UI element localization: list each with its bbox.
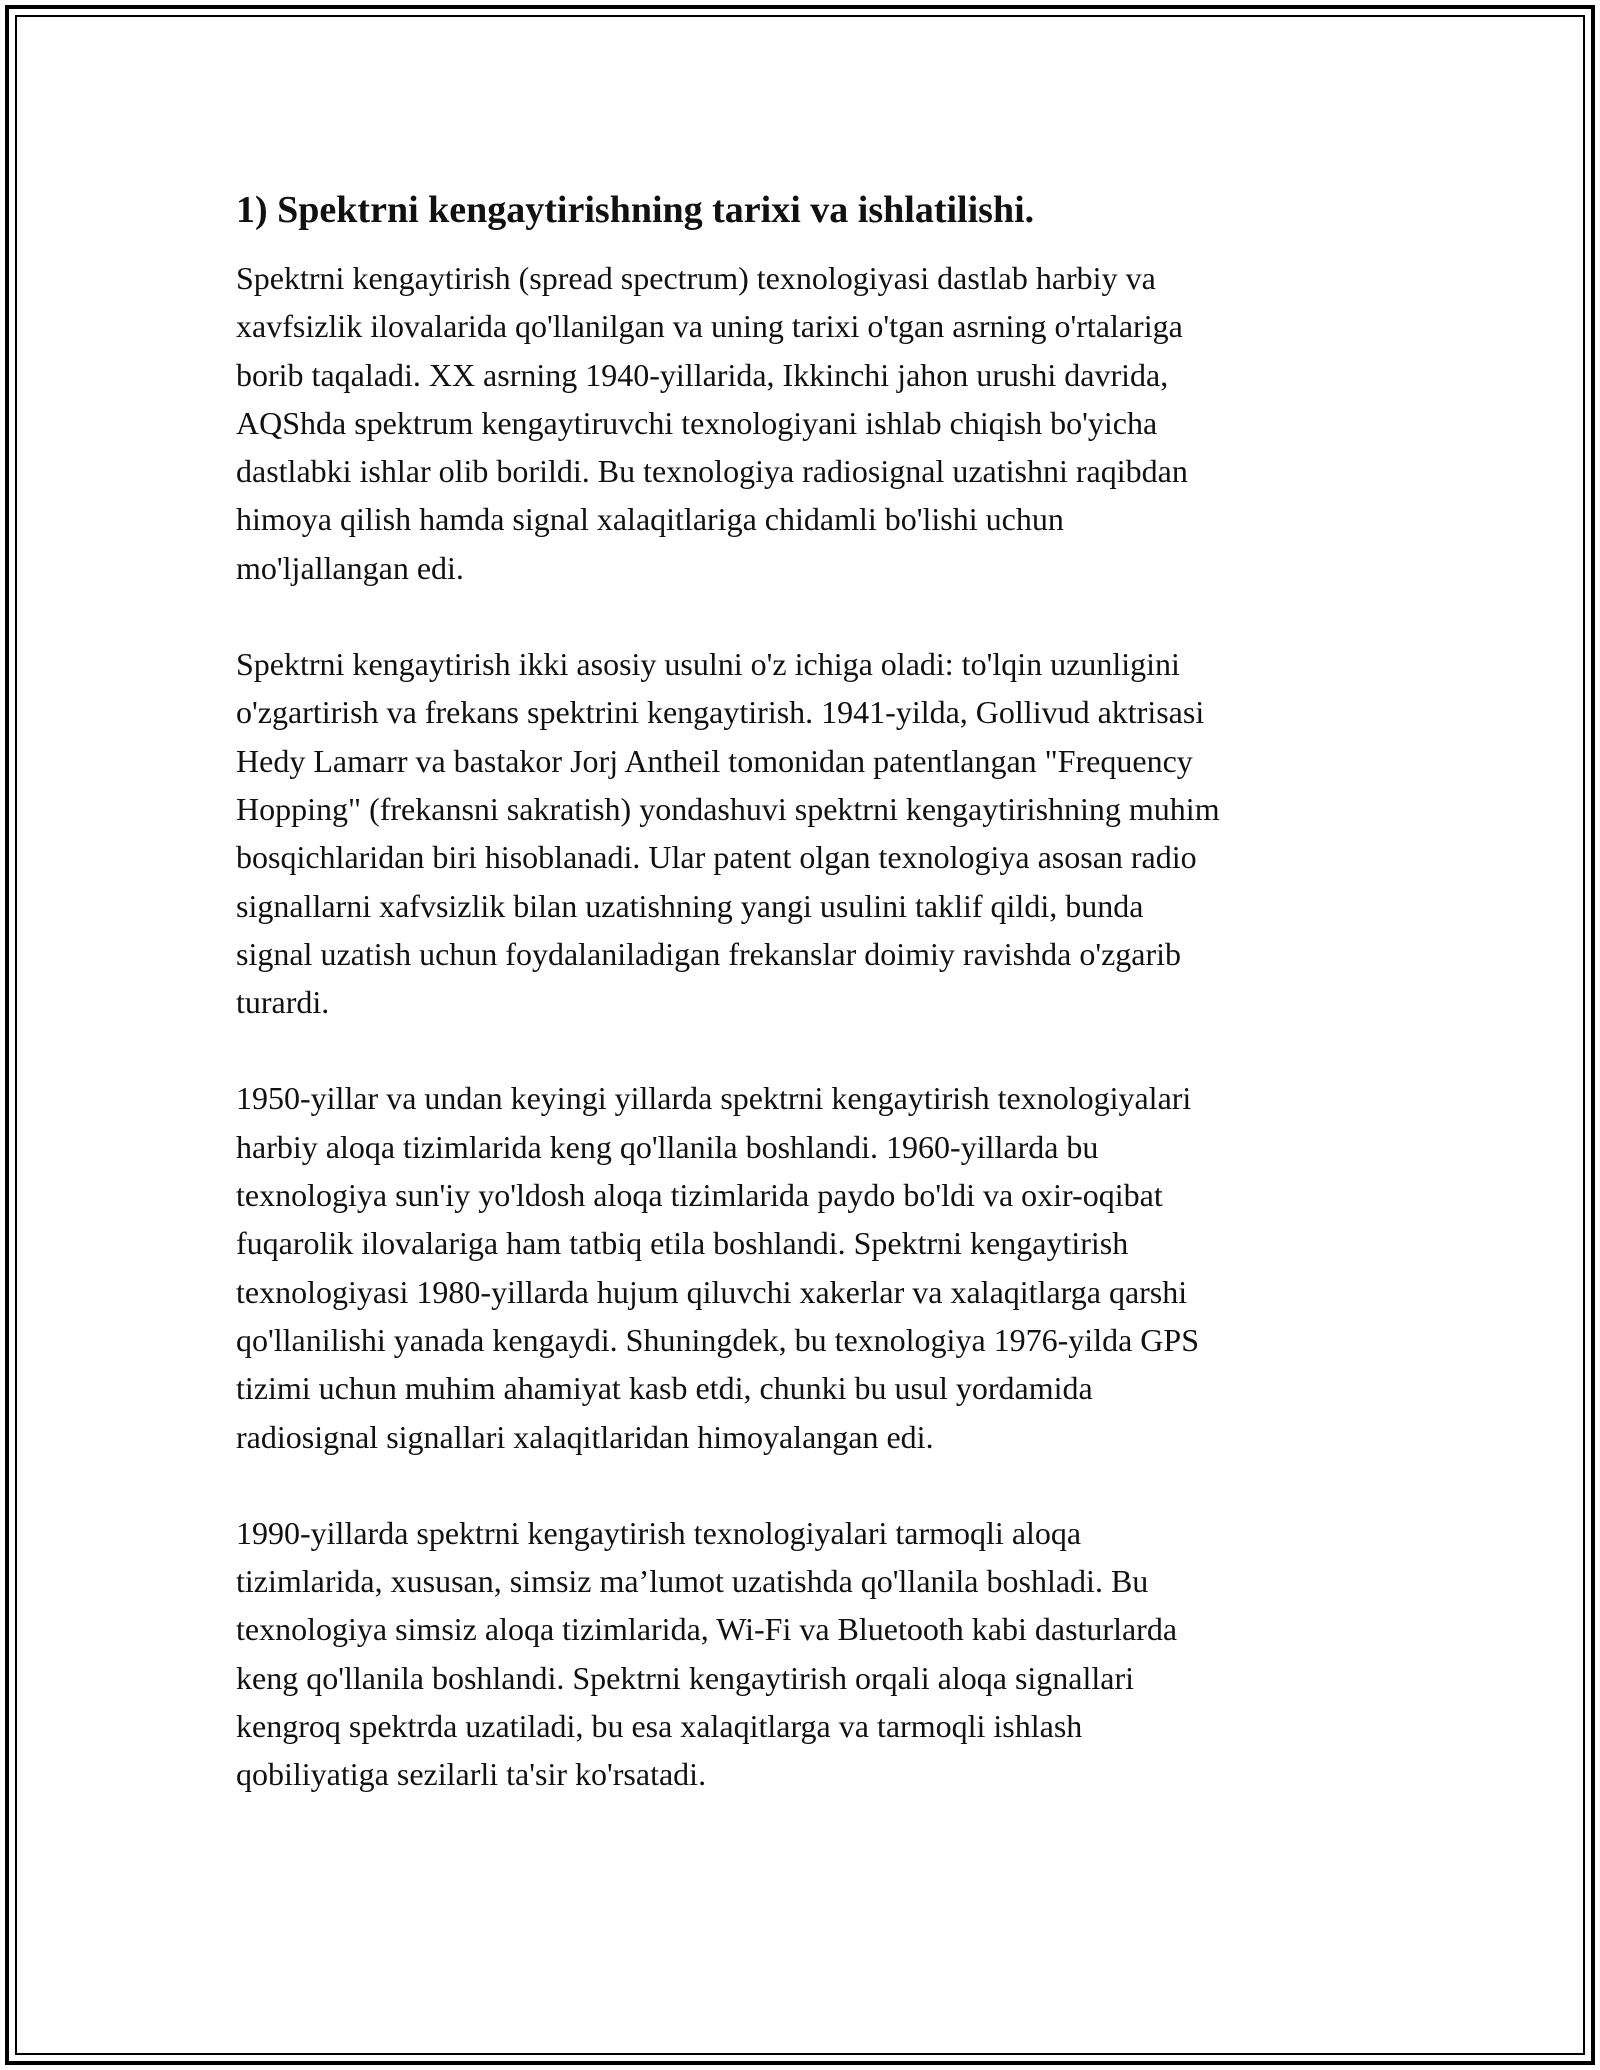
document-body [236, 186, 1406, 1847]
text-line: o'zgartirish va frekans spektrini kengaytirish. 1941-yilda, Gollivud aktrisasi [236, 694, 1205, 731]
text-line: Spektrni kengaytirish ikki asosiy usulni o'z ichiga oladi: to'lqin uzunligini [236, 646, 1180, 683]
text-line: mo'ljallangan edi. [236, 549, 464, 586]
text-line: radiosignal signallari xalaqitlaridan himoyalangan edi. [236, 1418, 934, 1455]
text-line: signal uzatish uchun foydalaniladigan frekanslar doimiy ravishda o'zgarib [236, 935, 1182, 972]
text-line: texnologiya simsiz aloqa tizimlarida, Wi-Fi va Bluetooth kabi dasturlarda [236, 1611, 1178, 1648]
text-line: keng qo'llanila boshlandi. Spektrni kengaytirish orqali aloqa signallari [236, 1659, 1135, 1696]
text-line: tizimlarida, xususan, simsiz ma’lumot uzatishda qo'llanila boshladi. Bu [236, 1563, 1149, 1600]
text-line: himoya qilish hamda signal xalaqitlariga chidamli bo'lishi uchun [236, 501, 1064, 538]
text-line: signallarni xafvsizlik bilan uzatishning yangi usulini taklif qildi, bunda [236, 887, 1144, 924]
text-line: qo'llanilishi yanada kengaydi. Shuningdek, bu texnologiya 1976-yilda GPS [236, 1321, 1199, 1358]
text-line: fuqarolik ilovalariga ham tatbiq etila boshlandi. Spektrni kengaytirish [236, 1225, 1129, 1262]
text-line: harbiy aloqa tizimlarida keng qo'llanila boshlandi. 1960-yillarda bu [236, 1128, 1099, 1165]
text-line: dastlabki ishlar olib borildi. Bu texnologiya radiosignal uzatishni raqibdan [236, 453, 1188, 490]
text-line: turardi. [236, 984, 330, 1021]
text-line: Spektrni kengaytirish (spread spectrum) texnologiyasi dastlab harbiy va [236, 260, 1156, 296]
text-line: tizimi uchun muhim ahamiyat kasb etdi, chunki bu usul yordamida [236, 1370, 1093, 1407]
text-line: 1990-yillarda spektrni kengaytirish texnologiyalari tarmoqli aloqa [236, 1514, 1082, 1551]
text-line: qobiliyatiga sezilarli ta'sir ko'rsatadi. [236, 1756, 707, 1793]
paragraph-history-origins [236, 254, 1406, 592]
paragraph-wireless-networks [236, 1509, 1406, 1799]
text-line: texnologiyasi 1980-yillarda hujum qiluvchi xakerlar va xalaqitlarga qarshi [236, 1273, 1188, 1310]
paragraph-military-and-gps [236, 1074, 1406, 1460]
text-line: Hopping" (frekansni sakratish) yondashuvi spektrni kengaytirishning muhim [236, 790, 1220, 827]
text-line: bosqichlaridan biri hisoblanadi. Ular patent olgan texnologiya asosan radio [236, 839, 1197, 876]
paragraph-frequency-hopping [236, 640, 1406, 1026]
text-line: texnologiya sun'iy yo'ldosh aloqa tizimlarida paydo bo'ldi va oxir-oqibat [236, 1177, 1163, 1214]
text-line: borib taqaladi. XX asrning 1940-yillarida, Ikkinchi jahon urushi davrida, [236, 356, 1169, 393]
text-line: AQShda spektrum kengaytiruvchi texnologiyani ishlab chiqish bo'yicha [236, 404, 1158, 441]
text-line: xavfsizlik ilovalarida qo'llanilgan va uning tarixi o'tgan asrning o'rtalariga [236, 308, 1183, 345]
text-line: kengroq spektrda uzatiladi, bu esa xalaqitlarga va tarmoqli ishlash [236, 1708, 1083, 1745]
text-line: Hedy Lamarr va bastakor Jorj Antheil tomonidan patentlangan "Frequency [236, 742, 1193, 779]
section-heading: 1) Spektrni kengaytirishning tarixi va ishlatilishi. [236, 189, 1035, 231]
text-line: 1950-yillar va undan keyingi yillarda spektrni kengaytirish texnologiyalari [236, 1080, 1192, 1117]
